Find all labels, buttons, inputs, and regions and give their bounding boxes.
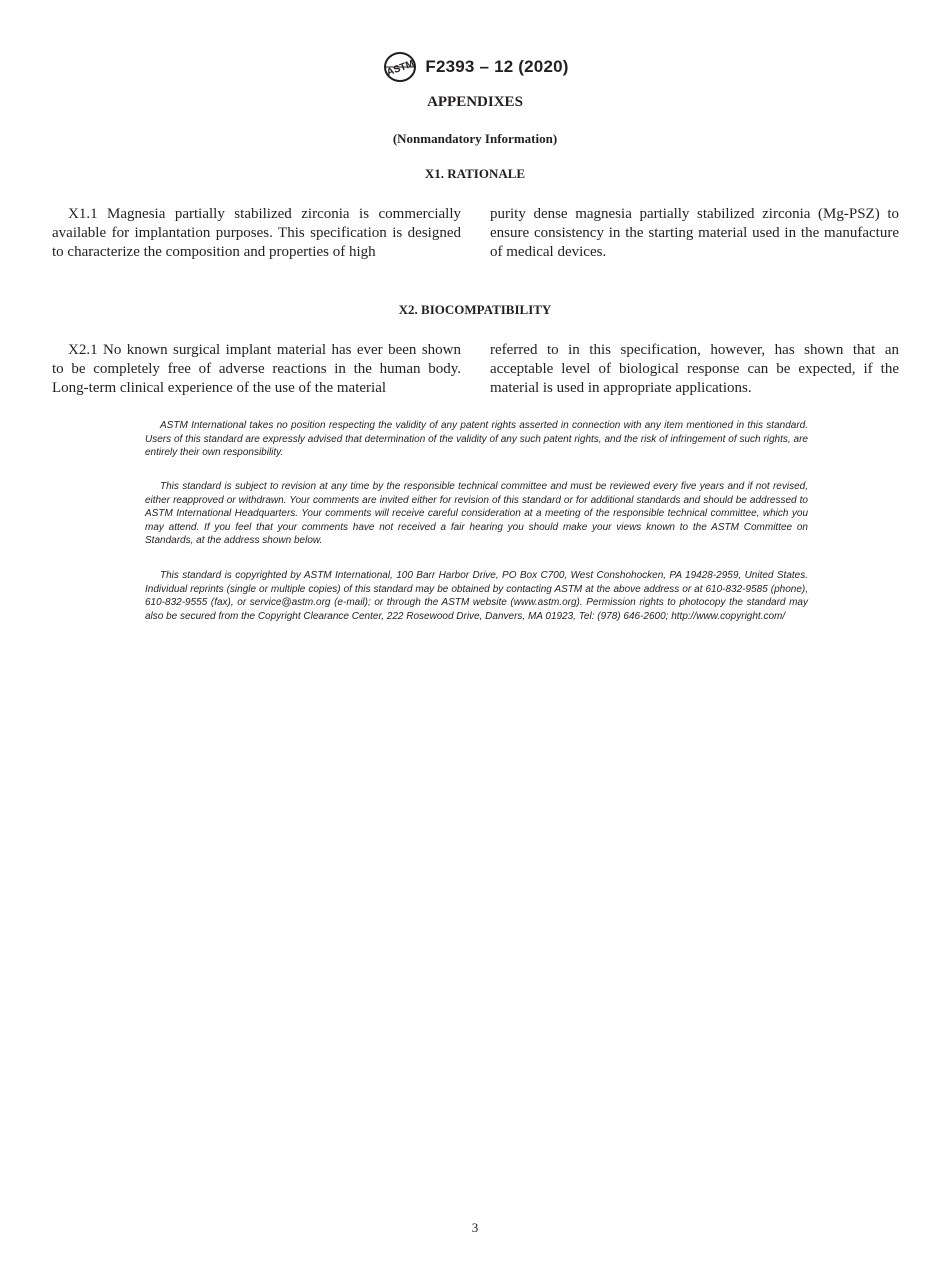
- section-x1-left-column: [52, 205, 461, 262]
- paragraph-x1-1-part2: purity dense magnesia partially stabilized zirconia (Mg-PSZ) to ensure consistency in the starting material used in the manufacture of medical devices.: [490, 206, 899, 260]
- section-x2-right-column: [490, 341, 899, 398]
- nonmandatory-label: (Nonmandatory Information): [392, 131, 558, 146]
- patent-notice: [145, 419, 808, 460]
- patent-notice-text: ASTM International takes no position respecting the validity of any patent rights asserted in connection with any item mentioned in this standard. Users of this standard are expressly advised that determination of the validity of any such patent rights, and the risk of infringement of such rights, are entirely their own responsibility.: [145, 420, 808, 459]
- section-x2-left-column: [52, 341, 461, 398]
- section-x1-body: [52, 205, 899, 262]
- page-number: 3: [471, 1220, 479, 1235]
- revision-notice: [145, 480, 808, 548]
- section-x2-heading: X2. BIOCOMPATIBILITY: [398, 302, 552, 317]
- appendixes-heading: APPENDIXES: [427, 94, 523, 110]
- logo-text: ASTM: [385, 58, 417, 79]
- section-x1-right-column: [490, 205, 899, 262]
- paragraph-x2-1-part1: X2.1 No known surgical implant material has ever been shown to be completely free of adverse reactions in the human body. Long-term clinical experience of the use of the material: [52, 342, 461, 396]
- astm-logo: [381, 50, 419, 84]
- paragraph-x2-1-part2: referred to in this specification, however, has shown that an acceptable level of biological response can be expected, if the material is used in appropriate applications.: [490, 342, 899, 396]
- paragraph-x1-1-part1: X1.1 Magnesia partially stabilized zirconia is commercially available for implantation purposes. This specification is designed to characterize the composition and properties of high: [52, 206, 461, 260]
- section-x1-heading: X1. RATIONALE: [424, 166, 526, 181]
- copyright-notice-text: This standard is copyrighted by ASTM International, 100 Barr Harbor Drive, PO Box C700, West Conshohocken, PA 19428-2959, United States. Individual reprints (single or multiple copies) of this standard may be obtained by contacting ASTM at the above address or at 610-832-9585 (phone), 610-832-9555 (fax), or service@astm.org (e-mail); or through the ASTM website (www.astm.org). Permission rights to photocopy the standard may also be secured from the Copyright Clearance Center, 222 Rosewood Drive, Danvers, MA 01923, Tel: (978) 646-2600; http://www.copyright.com/: [145, 570, 808, 622]
- copyright-notice: [145, 569, 808, 623]
- section-x2-body: [52, 341, 899, 398]
- designation-title: F2393 – 12 (2020): [425, 57, 569, 76]
- revision-notice-text: This standard is subject to revision at any time by the responsible technical committee and must be reviewed every five years and if not revised, either reapproved or withdrawn. Your comments are invited either for revision of this standard or for additional standards and should be addressed to ASTM International Headquarters. Your comments will receive careful consideration at a meeting of the responsible technical committee, which you may attend. If you feel that your comments have not received a fair hearing you should make your views known to the ASTM Committee on Standards, at the address shown below.: [145, 481, 808, 547]
- document-header: [0, 50, 950, 84]
